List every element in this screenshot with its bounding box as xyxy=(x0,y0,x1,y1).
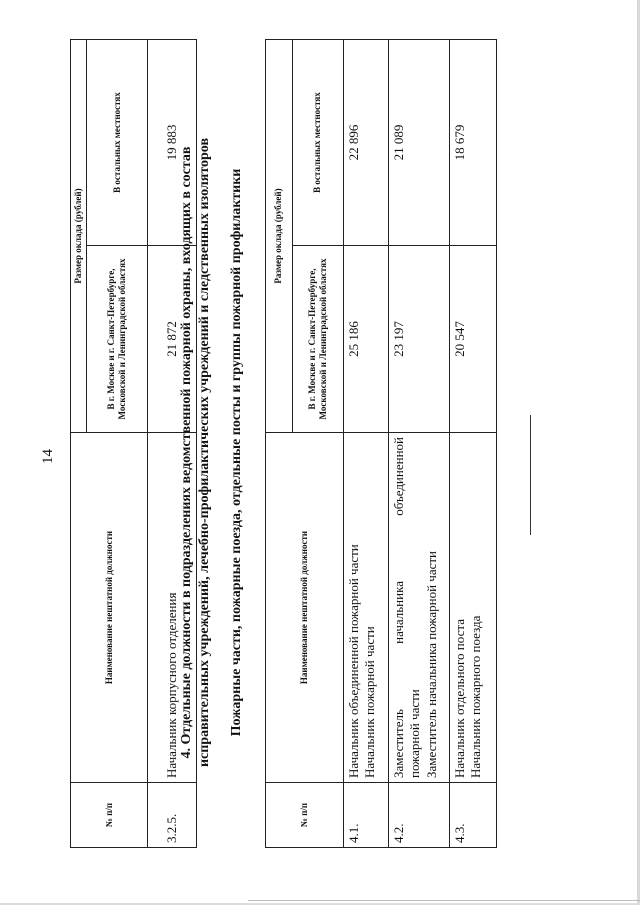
row-name-line1: Заместитель начальника объединенной xyxy=(391,437,406,778)
section-4-title xyxy=(178,20,214,885)
row-name-line3: Заместитель начальника пожарной части xyxy=(423,551,439,778)
row-name xyxy=(344,433,389,783)
row-other-salary: 22 896 xyxy=(344,40,389,246)
header-other: В остальных местностях xyxy=(87,40,148,246)
page-number: 14 xyxy=(40,449,56,464)
row-other-salary: 18 679 xyxy=(450,40,497,246)
section-4-subtitle: Пожарные части, пожарные поезда, отдельные посты и группы пожарной профилактики xyxy=(229,168,244,737)
header-moscow: В г. Москве и г. Санкт-Петербурге, Московской и Ленинградской областях xyxy=(293,246,344,433)
row-name-line1: Начальник отдельного поста xyxy=(452,619,467,778)
row-moscow-salary: 23 197 xyxy=(389,246,450,433)
section-4-title-line1: 4. Отдельные должности в подразделениях ведомственной пожарной охраны, входящих в состав xyxy=(179,146,194,759)
header-num: № п/п xyxy=(71,783,148,848)
row-other-salary: 21 089 xyxy=(389,40,450,246)
row-moscow-salary: 21 872 xyxy=(148,246,197,433)
row-name-line2: пожарной части xyxy=(407,689,423,778)
header-num: № п/п xyxy=(266,783,344,848)
section-4-title-line2: исправительных учреждений, лечебно-профилактических учреждений и следственных изоляторов xyxy=(197,137,213,768)
table-row xyxy=(344,40,389,848)
header-name: Наименование нештатной должности xyxy=(266,433,344,783)
salary-table-2 xyxy=(265,39,497,848)
separator-line xyxy=(530,415,531,535)
header-salary: Размер оклада (рублей) xyxy=(266,40,293,433)
row-name-line2: Начальник пожарного поезда xyxy=(468,615,484,778)
row-num: 4.1. xyxy=(344,783,389,848)
header-moscow: В г. Москве и г. Санкт-Петербурге, Московской и Ленинградской областях xyxy=(87,246,148,433)
row-name-line2: Начальник пожарной части xyxy=(362,626,378,778)
row-moscow-salary: 25 186 xyxy=(344,246,389,433)
row-name xyxy=(389,433,450,783)
table-row xyxy=(450,40,497,848)
header-other: В остальных местностях xyxy=(293,40,344,246)
table-row xyxy=(389,40,450,848)
row-name-line1: Начальник объединенной пожарной части xyxy=(346,544,361,778)
row-num: 3.2.5. xyxy=(148,783,197,848)
row-name xyxy=(450,433,497,783)
row-num: 4.3. xyxy=(450,783,497,848)
row-moscow-salary: 20 547 xyxy=(450,246,497,433)
row-num: 4.2. xyxy=(389,783,450,848)
row-name: Начальник корпусного отделения xyxy=(148,433,197,783)
row-other-salary: 19 883 xyxy=(148,40,197,246)
header-name: Наименование нештатной должности xyxy=(71,433,148,783)
header-salary: Размер оклада (рублей) xyxy=(71,40,87,433)
